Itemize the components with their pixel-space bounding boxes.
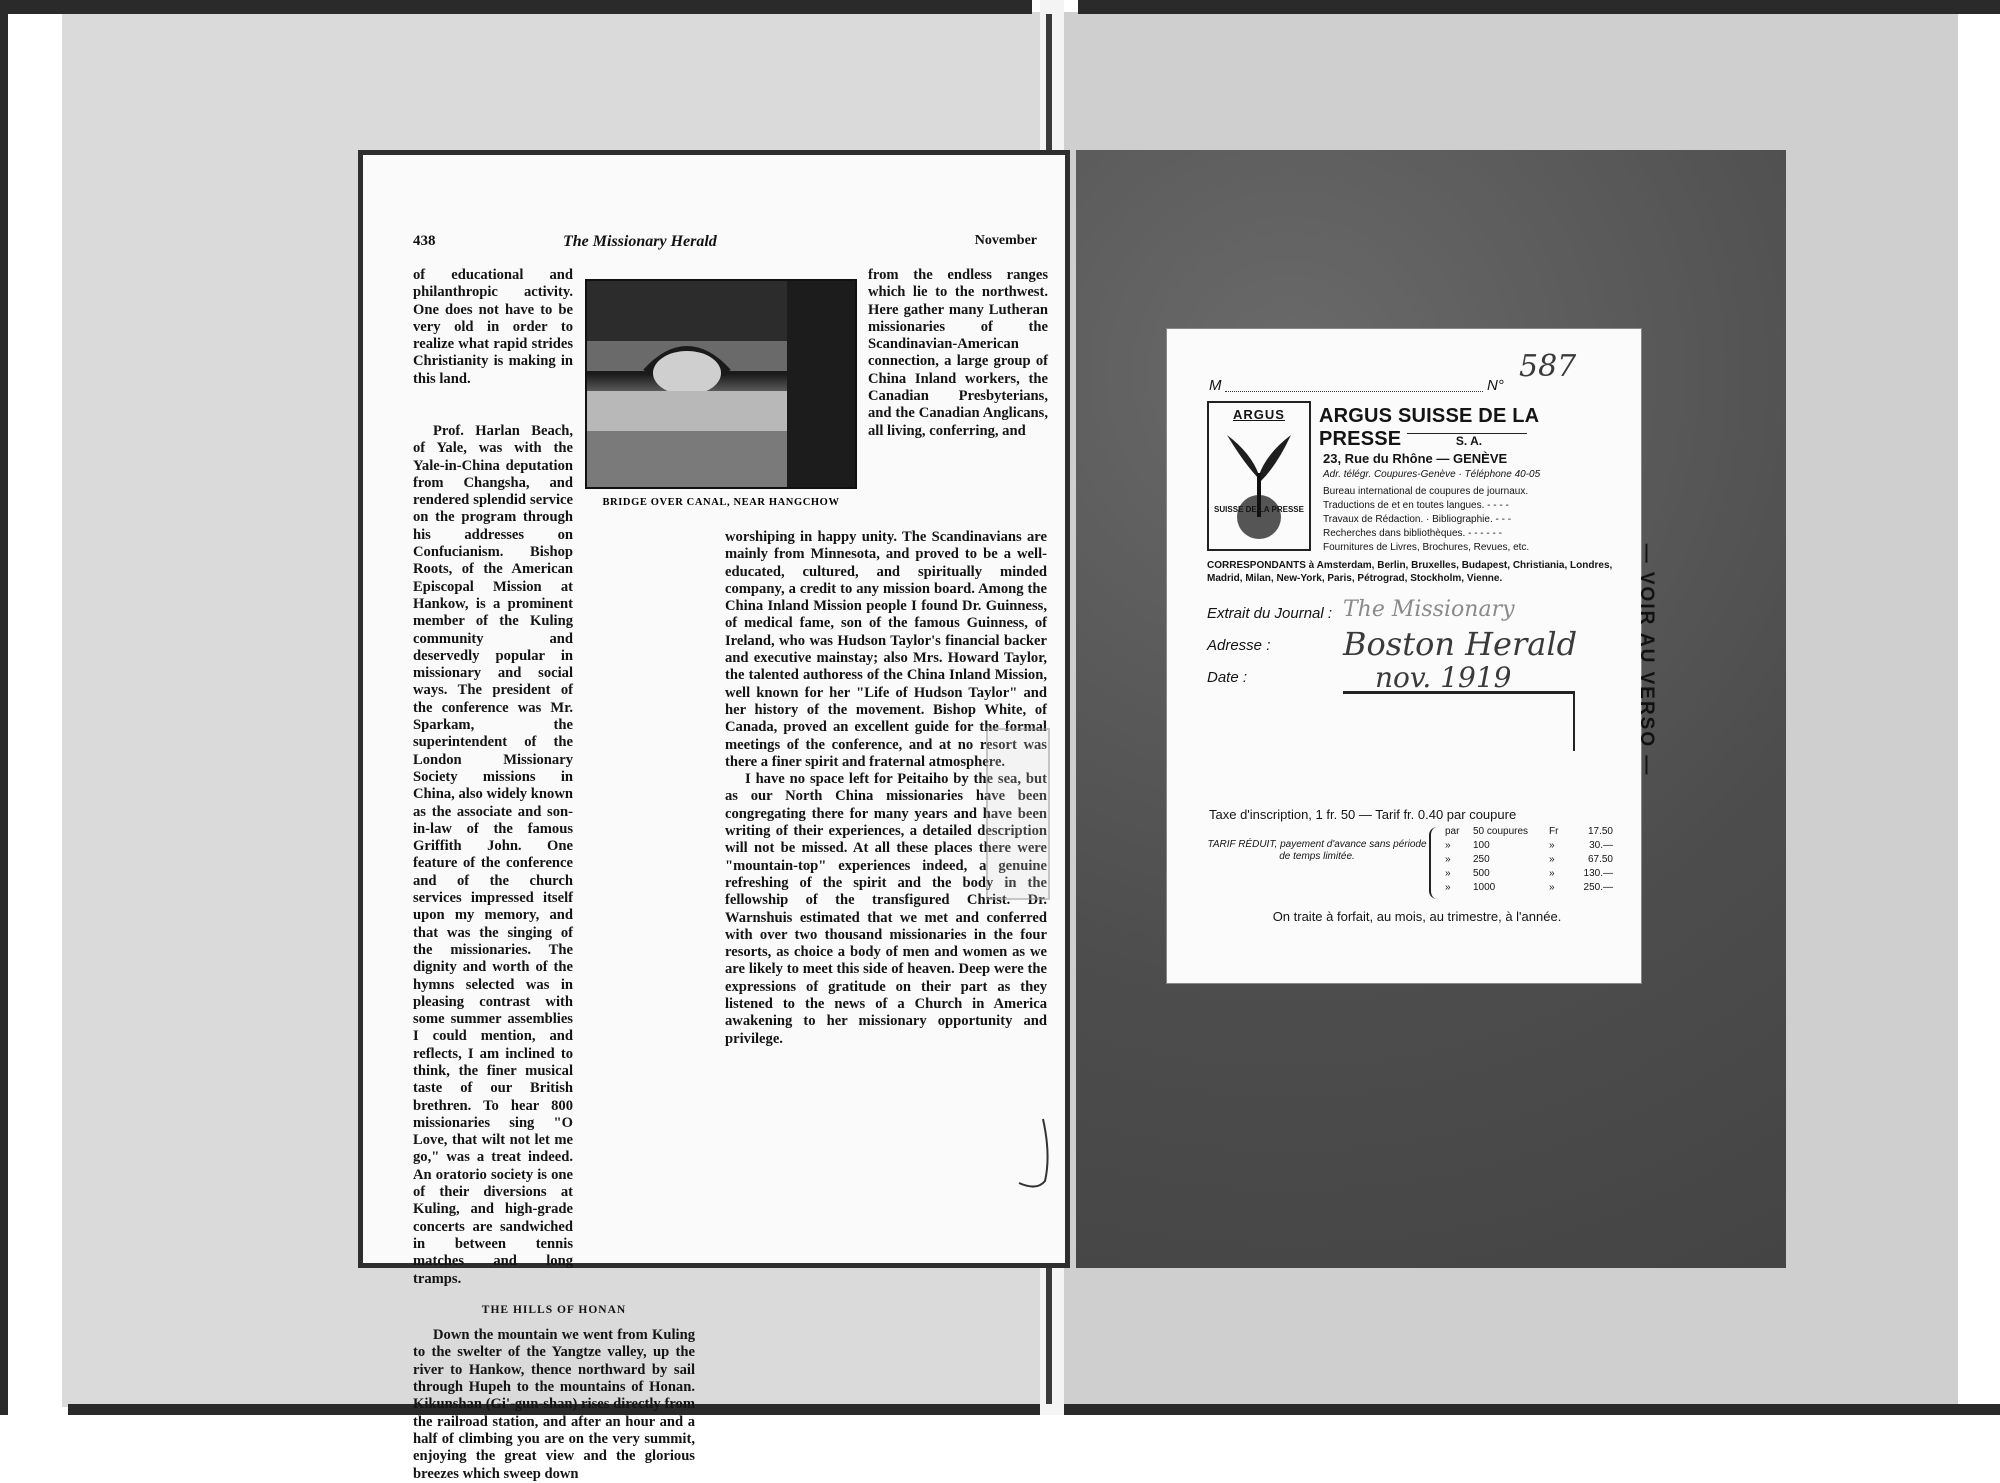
pencil-mark (1013, 1115, 1053, 1195)
date-rule (1343, 691, 1573, 694)
correspondants: CORRESPONDANTS à Amsterdam, Berlin, Bruxelles, Budapest, Christiania, Londres, Madrid, Milan, New-York, Paris, Pétrograd, Stockholm, Vienne. (1207, 560, 1613, 584)
tarif-table (1445, 825, 1625, 895)
paragraph-peitaiho: I have no space left for Peitaiho by the sea, but as our North China missionaries have been congregating there for many years and have been writing of their experiences, a detailed description will not be missed. At all these places there were "mountain-top" experiences indeed, a genuine refreshing of the spirit and the body in the fellowship of the transfigured Christ. Dr. Warnshuis estimated that we met and conferred with over two thousand missionaries in the four resorts, as choice a body of men and women as we are likely to meet this side of heaven. Deep were the expressions of gratitude on their part as they listened to the news of a Church in America awakening to her missionary opportunity and privilege. (725, 771, 1047, 1047)
adresse-value: Boston Herald (1343, 625, 1578, 663)
paragraph-scandinavians: worshiping in happy unity. The Scandinavians are mainly from Minnesota, and proved to be a well-educated, cultured, and spiritually minded company, a credit to any mission board. Among the China Inland Mission people I found Dr. Guinness, of medical fame, son of the famous Guinness, of Ireland, who was Hudson Taylor's financial backer and executive mainstay; also Mrs. Howard Taylor, the talented authoress of the China Inland Mission, well known for her "Life of Hudson Taylor" and her history of the movement. Bishop White, of Canada, proved an excellent guide for the formal meetings of the conference, and at no resort was there a finer spirit and fraternal atmosphere. (725, 529, 1047, 770)
tarif-brace (1429, 827, 1443, 899)
extrait-value: The Missionary (1343, 597, 1515, 622)
argus-logo (1207, 401, 1311, 551)
tarif-row: par 50 coupures Fr 17.50 (1445, 826, 1613, 837)
tarif-label: TARIF RÉDUIT, payement d'avance sans période de temps limitée. (1207, 839, 1427, 862)
photo-caption: BRIDGE OVER CANAL, NEAR HANGCHOW (602, 497, 840, 508)
tarif-row: » 500 » 130.— (1445, 868, 1613, 879)
tarif-row: » 1000 » 250.— (1445, 882, 1613, 893)
magazine-page (358, 150, 1070, 1482)
paragraph-hills-of-honan: Down the mountain we went from Kuling to the swelter of the Yangtze valley, up the river to Hankow, thence northward by sail through Hupeh to the mountains of Honan. Kikunshan (Gi'-gun-shan) rises directly from the railroad station, and after an hour and a half of climbing you are on the very summit, enjoying the great view and the glorious breezes which sweep down (413, 1327, 695, 1482)
left-edge-bar (0, 0, 8, 1415)
bottom-edge-bar-right (1064, 1404, 2000, 1415)
company-address: 23, Rue du Rhône — GENÈVE (1323, 451, 1508, 466)
service-item: Traductions de et en toutes langues. - - - - (1323, 500, 1509, 511)
tarif-row: » 100 » 30.— (1445, 840, 1613, 851)
date-value: nov. 1919 (1375, 661, 1512, 694)
company-telegraph: Adr. télégr. Coupures-Genève · Téléphone 40-05 (1323, 469, 1541, 480)
service-item: Recherches dans bibliothèques. - - - - - - (1323, 528, 1502, 539)
date-label: Date : (1207, 669, 1248, 686)
date-rule-vertical (1573, 691, 1575, 751)
paragraph-col2-top: from the endless ranges which lie to the northwest. Here gather many Lutheran missionaries of the Scandinavian-American connection, a large group of China Inland workers, the Canadian Presbyterians, and the Canadian Anglicans, all living, conferring, and (868, 267, 1048, 439)
extrait-label: Extrait du Journal : (1207, 605, 1333, 622)
logo-sub: SUISSE DE LA PRESSE (1214, 505, 1304, 514)
company-name: ARGUS SUISSE DE LA PRESSE (1319, 405, 1539, 450)
tarif-row: » 250 » 67.50 (1445, 854, 1613, 865)
service-item: Bureau international de coupures de journaux. (1323, 486, 1529, 497)
forfait-line: On traite à forfait, au mois, au trimestre, à l'année. (1272, 909, 1562, 924)
column-2-top (868, 267, 1048, 440)
page-month: November (974, 233, 1037, 248)
m-line (1225, 391, 1483, 392)
adresse-label: Adresse : (1207, 637, 1271, 654)
no-value: 587 (1519, 349, 1577, 384)
voir-au-verso-text: — VOIR AU VERSO — (1636, 543, 1657, 777)
press-clipping-card (1166, 328, 1642, 984)
running-title: The Missionary Herald (563, 233, 717, 250)
section-heading: THE HILLS OF HONAN (481, 1303, 627, 1316)
stork-globe-emblem (1221, 425, 1297, 545)
company-sa: S. A. (1455, 434, 1483, 448)
services-list (1323, 485, 1623, 555)
library-stamp (986, 728, 1050, 900)
logo-word: ARGUS (1233, 407, 1285, 422)
top-edge-bar-left (0, 0, 1032, 14)
column-1-top (413, 267, 573, 388)
page-number: 438 (413, 233, 436, 249)
m-label: M (1209, 377, 1222, 394)
top-edge-bar-right (1078, 0, 2000, 14)
paragraph-col1-top: of educational and philanthropic activity. One does not have to be very old in order to realize what rapid strides Christianity is making in this land. (413, 267, 573, 387)
service-item: Fournitures de Livres, Brochures, Revues, etc. (1323, 542, 1530, 553)
paragraph-beach: Prof. Harlan Beach, of Yale, was with the Yale-in-China deputation from Changsha, and rendered splendid service on the program through his addresses on Confucianism. Bishop Roots, of the American Episcopal Mission at Hankow, is a prominent member of the Kuling community and deservedly popular in missionary and social ways. The president of the conference was Mr. Sparkam, the superintendent of the London Missionary Society missions in China, also widely known as the associate and son-in-law of the famous Griffith John. One feature of the conference and of the church services impressed itself upon my memory, and that was the singing of the missionaries. The dignity and worth of the hymns selected was in pleasing contrast with some summer assemblies I could mention, and reflects, I am inclined to think, the finer musical taste of our British brethren. To hear 800 missionaries sing "O Love, that wilt not let me go," was a treat indeed. An oratorio society is one of their diversions at Kuling, and high-grade concerts are sandwiched in between tennis matches and long tramps. (413, 423, 573, 1287)
taxe-line: Taxe d'inscription, 1 fr. 50 — Tarif fr. 0.40 par coupure (1209, 807, 1517, 822)
service-item: Travaux de Rédaction. · Bibliographie. - - - (1323, 514, 1512, 525)
column-1-body (413, 423, 695, 1483)
voir-au-verso (1626, 510, 1666, 810)
no-label: N° (1487, 377, 1504, 394)
